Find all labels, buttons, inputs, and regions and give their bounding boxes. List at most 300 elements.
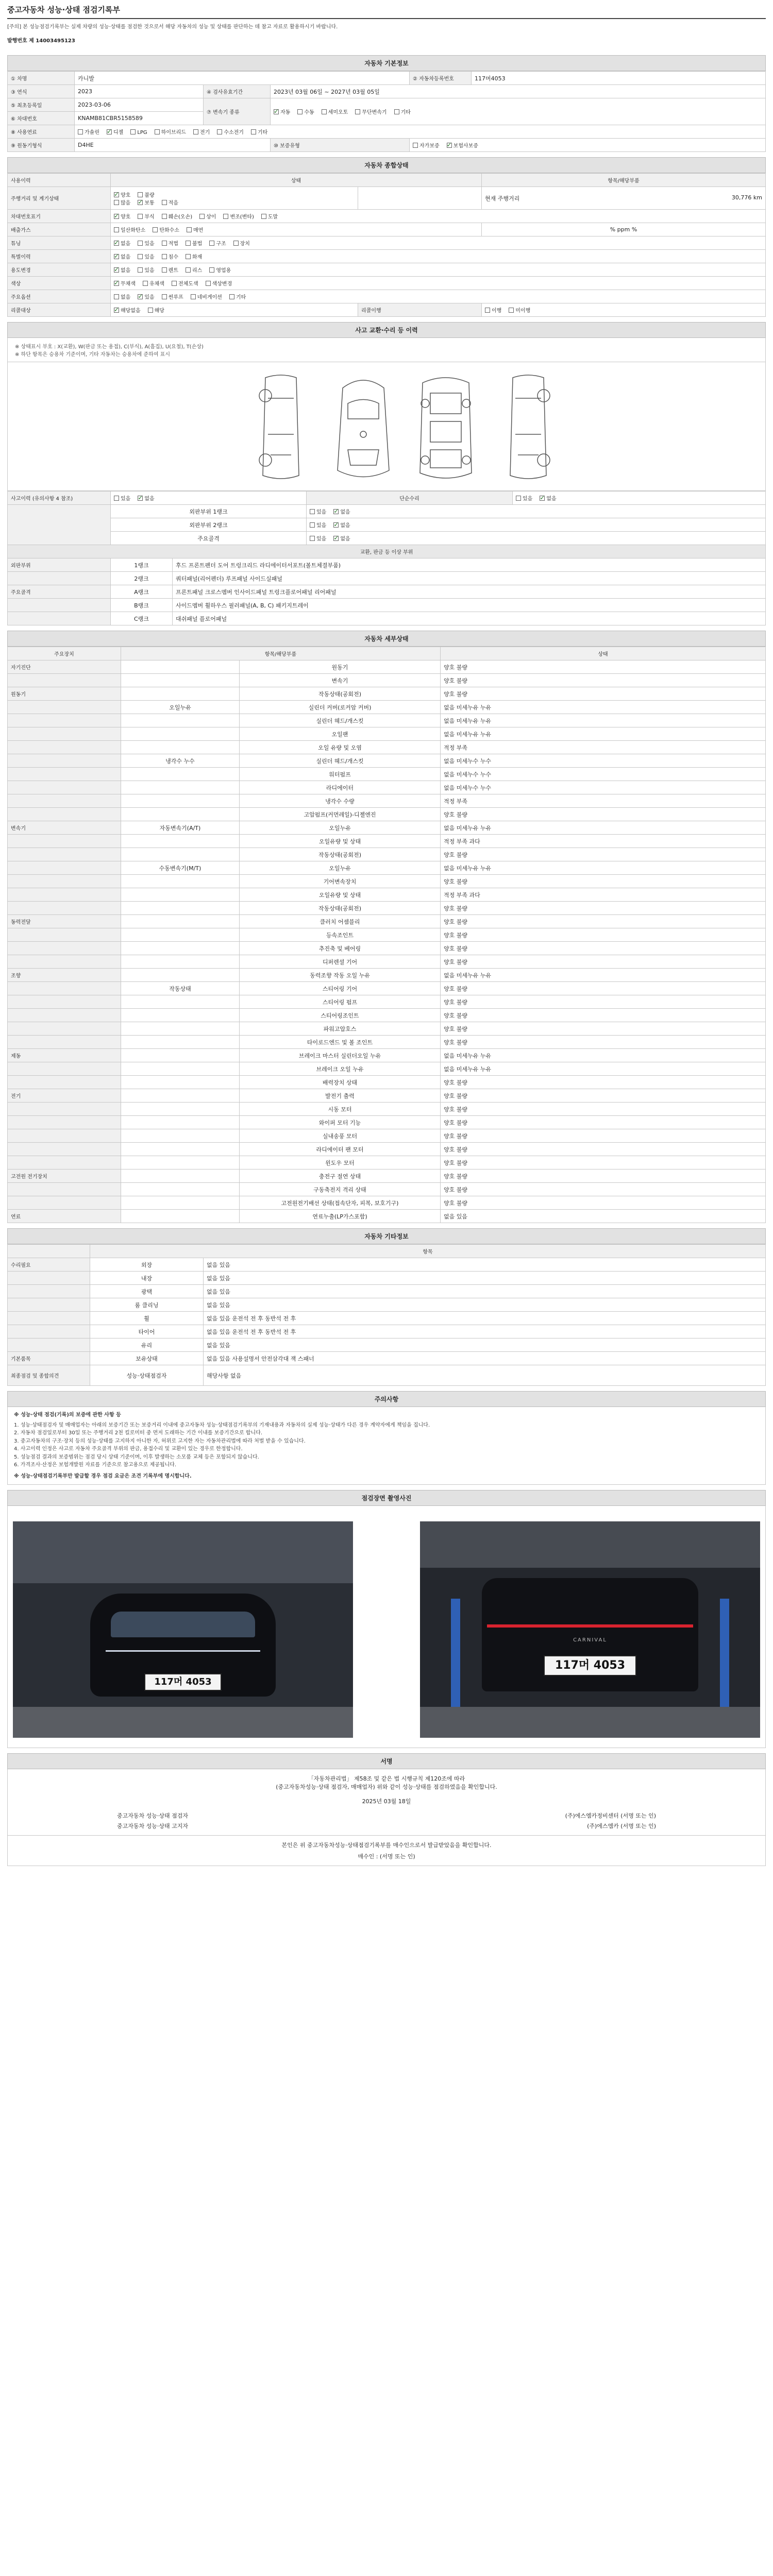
other-row <box>8 1325 766 1338</box>
special-options <box>111 250 766 263</box>
checkbox-label: 수소전기 <box>224 130 244 135</box>
checkbox-label: 장치 <box>240 241 250 247</box>
sign-row-dealer <box>14 1820 759 1830</box>
checkbox-icon[interactable] <box>155 129 160 134</box>
checkbox-option[interactable] <box>138 214 154 220</box>
checkbox-option[interactable] <box>114 295 130 300</box>
checkbox-option[interactable] <box>333 523 350 529</box>
detail-state <box>441 1196 766 1210</box>
detail-state-text: 양호 불량 <box>444 1186 468 1193</box>
checkbox-option[interactable] <box>233 241 250 247</box>
checkbox-checked-icon[interactable] <box>138 294 143 299</box>
checkbox-option[interactable] <box>162 241 178 247</box>
checkbox-icon[interactable] <box>138 214 143 219</box>
checkbox-icon[interactable] <box>162 214 167 219</box>
detail-item: 고전원전기배선 상태(접속단자, 피복, 보호기구) <box>240 1196 441 1210</box>
checkbox-icon[interactable] <box>261 214 266 219</box>
checkbox-label: 매연 <box>193 228 204 233</box>
checkbox-option[interactable] <box>251 130 267 135</box>
checkbox-option[interactable] <box>114 228 145 233</box>
detail-item: 파워고압호스 <box>240 1022 441 1036</box>
rear-tail-lights <box>487 1624 693 1628</box>
detail-state-text: 양호 불량 <box>444 1132 468 1140</box>
checkbox-label: 있음 <box>523 496 533 502</box>
other-group <box>8 1338 90 1352</box>
detail-group: 연료 <box>8 1210 121 1223</box>
checkbox-option[interactable] <box>186 268 202 274</box>
checkbox-option[interactable] <box>223 214 254 220</box>
checkbox-checked-icon[interactable] <box>333 522 339 528</box>
checkbox-option[interactable] <box>114 214 130 220</box>
accident-part-row <box>8 572 766 585</box>
detail-item: 스티어링조인트 <box>240 1009 441 1022</box>
checkbox-option[interactable] <box>107 130 123 135</box>
detail-state-text: 없음 미세누유 누유 <box>444 824 492 832</box>
checkbox-option[interactable] <box>114 308 141 314</box>
reg-value: 2023-03-06 <box>75 98 204 112</box>
checkbox-icon[interactable] <box>509 308 514 313</box>
checkbox-icon[interactable] <box>148 308 153 313</box>
detail-state <box>441 1156 766 1170</box>
checkbox-icon[interactable] <box>153 227 158 232</box>
checkbox-label: 없음 <box>340 523 350 529</box>
checkbox-label: 네비게이션 <box>197 295 222 300</box>
checkbox-checked-icon[interactable] <box>138 496 143 501</box>
detail-row <box>8 768 766 781</box>
detail-item: 오일유량 및 상태 <box>240 835 441 848</box>
checkbox-label: 자동 <box>280 110 291 115</box>
detail-state-text: 양호 불량 <box>444 851 468 858</box>
opinion-sub: 성능·상태점검자 <box>90 1365 204 1386</box>
checkbox-label: 미이행 <box>515 308 531 314</box>
checkbox-option[interactable] <box>229 295 246 300</box>
accident-legend-line2: ※ 하단 항목은 승용차 기준이며, 기타 자동차는 승용차에 준하여 표시 <box>15 352 170 358</box>
checkbox-label: 침수 <box>168 255 178 260</box>
checkbox-option[interactable] <box>114 496 130 502</box>
checkbox-checked-icon[interactable] <box>114 214 119 219</box>
checkbox-icon[interactable] <box>413 143 418 148</box>
checkbox-icon[interactable] <box>186 254 191 259</box>
checkbox-option[interactable] <box>187 228 203 233</box>
checkbox-option[interactable] <box>138 295 154 300</box>
detail-sub <box>121 969 240 982</box>
checkbox-icon[interactable] <box>130 129 136 134</box>
detail-item: 시동 모터 <box>240 1103 441 1116</box>
detail-group <box>8 1076 121 1089</box>
detail-row <box>8 969 766 982</box>
checkbox-option[interactable] <box>186 255 202 260</box>
checkbox-option[interactable] <box>114 241 130 247</box>
checkbox-option[interactable] <box>333 510 350 515</box>
recall-done-options <box>482 303 766 317</box>
checkbox-option[interactable] <box>209 241 226 247</box>
checkbox-icon[interactable] <box>138 254 143 259</box>
detail-sub <box>121 781 240 794</box>
caution-line: 2. 자동차 점검일로부터 30일 또는 주행거리 2천 킬로미터 중 먼저 도래하는 기간 이내를 보증기간으로 합니다. <box>14 1430 263 1436</box>
checkbox-option[interactable] <box>199 214 216 220</box>
checkbox-option[interactable] <box>310 523 326 529</box>
detail-state-text: 양호 불량 <box>444 677 468 684</box>
checkbox-option[interactable] <box>143 281 164 287</box>
outer1-options <box>307 505 766 518</box>
detail-state-text: 양호 불량 <box>444 878 468 885</box>
checkbox-icon[interactable] <box>138 267 143 273</box>
checkbox-option[interactable] <box>322 110 348 115</box>
checkbox-option[interactable] <box>485 308 501 314</box>
section-caution-title: 주의사항 <box>7 1391 766 1407</box>
checkbox-label: 양호 <box>121 192 131 198</box>
detail-sub <box>121 915 240 928</box>
detail-sub <box>121 1036 240 1049</box>
year-value: 2023 <box>75 85 204 98</box>
checkbox-checked-icon[interactable] <box>114 281 119 286</box>
checkbox-option[interactable] <box>78 130 99 135</box>
other-opts: 없음 있음 <box>204 1285 766 1298</box>
detail-state <box>441 1076 766 1089</box>
simple-repair-options <box>513 492 766 505</box>
checkbox-option[interactable] <box>516 496 532 502</box>
mileage-detail: 현재 주행거리 <box>485 195 520 202</box>
checkbox-option[interactable] <box>162 268 178 274</box>
detail-state <box>441 1062 766 1076</box>
detail-state <box>441 835 766 848</box>
detail-group <box>8 808 121 821</box>
detail-sub <box>121 1103 240 1116</box>
detail-item: 구동축전지 격리 상태 <box>240 1183 441 1196</box>
checkbox-icon[interactable] <box>138 192 143 197</box>
detail-group <box>8 995 121 1009</box>
checkbox-option[interactable] <box>261 214 278 220</box>
checkbox-option[interactable] <box>413 143 440 149</box>
checkbox-option[interactable] <box>193 130 210 135</box>
checkbox-label: 있음 <box>316 523 327 529</box>
detail-row <box>8 942 766 955</box>
detail-sub <box>121 1183 240 1196</box>
checkbox-icon[interactable] <box>162 241 167 246</box>
checkbox-checked-icon[interactable] <box>114 254 119 259</box>
receipt-line2: 매수인 : (서명 또는 인) <box>358 1853 415 1860</box>
checkbox-option[interactable] <box>162 200 178 206</box>
detail-state-text: 양호 불량 <box>444 1039 468 1046</box>
checkbox-label: 있음 <box>144 255 155 260</box>
mileage-label: 주행거리 및 계기상태 <box>8 187 111 210</box>
detail-item: 연료누출(LP가스포함) <box>240 1210 441 1223</box>
checkbox-icon[interactable] <box>233 241 239 246</box>
checkbox-icon[interactable] <box>229 294 234 299</box>
detail-item: 발전기 출력 <box>240 1089 441 1103</box>
detail-item: 스티어링 펌프 <box>240 995 441 1009</box>
detail-sub <box>121 835 240 848</box>
checkbox-option[interactable] <box>274 110 290 115</box>
section-detail-title: 자동차 세부상태 <box>7 631 766 647</box>
checkbox-checked-icon[interactable] <box>138 200 143 205</box>
checkbox-option[interactable] <box>209 268 231 274</box>
accident-parts: 사이드멤버 휠하우스 필러패널(A, B, C) 패키지트레이 <box>173 599 766 612</box>
front-photo <box>13 1521 353 1738</box>
detail-group: 자기진단 <box>8 660 121 674</box>
detail-state-text: 양호 불량 <box>444 1025 468 1032</box>
detail-state-text: 양호 불량 <box>444 958 468 965</box>
checkbox-checked-icon[interactable] <box>114 267 119 273</box>
checkbox-icon[interactable] <box>114 496 119 501</box>
checkbox-option[interactable] <box>162 295 183 300</box>
checkbox-icon[interactable] <box>162 200 167 205</box>
detail-state-text: 없음 미세누수 누수 <box>444 784 492 791</box>
detail-state-text: 없음 미세누유 누유 <box>444 717 492 724</box>
front-photo-garage <box>13 1521 353 1583</box>
detail-row <box>8 1009 766 1022</box>
checkbox-option[interactable] <box>394 110 411 115</box>
checkbox-option[interactable] <box>114 268 130 274</box>
detail-item: 변속기 <box>240 674 441 687</box>
checkbox-label: 일산화탄소 <box>121 228 146 233</box>
accident-rank: A랭크 <box>111 585 173 599</box>
detail-sub <box>121 928 240 942</box>
checkbox-icon[interactable] <box>310 522 315 528</box>
checkbox-option[interactable] <box>310 536 326 542</box>
usage-options <box>111 263 766 277</box>
checkbox-option[interactable] <box>509 308 530 314</box>
detail-row <box>8 794 766 808</box>
detail-sub <box>121 1022 240 1036</box>
checkbox-option[interactable] <box>297 110 314 115</box>
detail-state-text: 적정 부족 과다 <box>444 891 480 899</box>
detail-state-text: 양호 불량 <box>444 918 468 925</box>
checkbox-option[interactable] <box>355 110 386 115</box>
checkbox-checked-icon[interactable] <box>333 509 339 514</box>
checkbox-label: 디젤 <box>113 130 124 135</box>
checkbox-option[interactable] <box>162 255 178 260</box>
other-opts: 없음 있음 <box>204 1338 766 1352</box>
checkbox-option[interactable] <box>130 130 147 135</box>
checkbox-icon[interactable] <box>310 509 315 514</box>
front-floor <box>13 1707 353 1738</box>
checkbox-label: 기타 <box>236 295 246 300</box>
checkbox-option[interactable] <box>138 200 154 206</box>
checkbox-option[interactable] <box>153 228 179 233</box>
detail-group <box>8 955 121 969</box>
checkbox-icon[interactable] <box>114 294 119 299</box>
checkbox-label: 기타 <box>257 130 268 135</box>
caution-line: 3. 중고자동차의 구조·장치 등의 성능·상태를 고지하지 아니한 자, 허위로 고지한 자는 자동차관리법에 따라 처벌 받을 수 있습니다. <box>14 1438 306 1444</box>
inspector-name: (주)에스엠카정비센터 (서명 또는 인) <box>565 1812 656 1819</box>
checkbox-icon[interactable] <box>297 109 303 114</box>
checkbox-icon[interactable] <box>394 109 399 114</box>
detail-state-text: 없음 미세누유 누유 <box>444 1065 492 1073</box>
checkbox-icon[interactable] <box>217 129 222 134</box>
other-row <box>8 1298 766 1312</box>
detail-item: 디퍼렌셜 기어 <box>240 955 441 969</box>
simple-repair-label: 단순수리 <box>307 492 513 505</box>
checkbox-option[interactable] <box>138 255 154 260</box>
checkbox-checked-icon[interactable] <box>447 143 452 148</box>
checkbox-checked-icon[interactable] <box>114 192 119 197</box>
car-diagram-svg <box>8 362 766 491</box>
checkbox-label: 보험사보증 <box>453 143 478 149</box>
checkbox-icon[interactable] <box>162 267 167 273</box>
detail-group <box>8 875 121 888</box>
reg-label: ⑤ 최초등록일 <box>8 98 75 112</box>
detail-row <box>8 1210 766 1223</box>
checkbox-icon[interactable] <box>199 214 205 219</box>
checkbox-icon[interactable] <box>516 496 521 501</box>
checkbox-icon[interactable] <box>310 536 315 541</box>
checkbox-option[interactable] <box>191 295 222 300</box>
warranty-label: ⑩ 보증유형 <box>271 139 410 152</box>
caution-line: 6. 가격조사·산정은 보험개발원 자료를 기준으로 참고용으로 제공됩니다. <box>14 1462 177 1468</box>
checkbox-icon[interactable] <box>223 214 228 219</box>
checkbox-icon[interactable] <box>206 281 211 286</box>
checkbox-label: 전기 <box>199 130 210 135</box>
color-label: 색상 <box>8 277 111 290</box>
warranty-options <box>410 139 766 152</box>
inspector-label: 중고자동차 성능·상태 점검자 <box>117 1812 189 1819</box>
detail-sub <box>121 942 240 955</box>
motor-label: ⑨ 원동기형식 <box>8 139 75 152</box>
checkbox-checked-icon[interactable] <box>114 241 119 246</box>
checkbox-option[interactable] <box>172 281 198 287</box>
other-table <box>7 1244 766 1386</box>
detail-group <box>8 861 121 875</box>
inspect-value: 2023년 03월 06일 ~ 2027년 03월 05일 <box>271 85 766 98</box>
checkbox-checked-icon[interactable] <box>540 496 545 501</box>
car-frame-icon <box>420 378 472 478</box>
checkbox-option[interactable] <box>206 281 232 287</box>
checkbox-label: 자가보증 <box>419 143 440 149</box>
mileage-detail-cell <box>482 187 766 210</box>
detail-group <box>8 714 121 727</box>
checkbox-option[interactable] <box>217 130 244 135</box>
checkbox-icon[interactable] <box>114 200 119 205</box>
checkbox-option[interactable] <box>138 193 154 198</box>
detail-col-item: 항목/해당부품 <box>121 647 441 660</box>
special-label: 특별이력 <box>8 250 111 263</box>
detail-item: 오일팬 <box>240 727 441 741</box>
checkbox-option[interactable] <box>114 255 130 260</box>
checkbox-option[interactable] <box>310 510 326 515</box>
checkbox-checked-icon[interactable] <box>107 129 112 134</box>
document-number-label: 발행번호 제 <box>7 38 34 44</box>
detail-state <box>441 1210 766 1223</box>
checkbox-icon[interactable] <box>172 281 177 286</box>
accident-rank: B랭크 <box>111 599 173 612</box>
checkbox-label: 없음 <box>144 496 155 502</box>
checkbox-label: 영업용 <box>216 268 231 274</box>
fuel-label: ⑧ 사용연료 <box>8 125 75 139</box>
rear-floor <box>420 1707 760 1738</box>
detail-state-text: 없음 미세누유 누유 <box>444 972 492 979</box>
detail-sub <box>121 1009 240 1022</box>
detail-state <box>441 794 766 808</box>
detail-sub <box>121 660 240 674</box>
motor-value: D4HE <box>75 139 271 152</box>
mileage-gauge-options <box>111 187 358 210</box>
trans-options <box>271 98 766 125</box>
checkbox-label: 해당없음 <box>121 308 141 314</box>
checkbox-label: 탄화수소 <box>159 228 179 233</box>
checkbox-icon[interactable] <box>78 129 83 134</box>
detail-sub <box>121 888 240 902</box>
checkbox-label: 훼손(오손) <box>168 214 193 220</box>
detail-state-text: 없음 미세누유 누유 <box>444 1052 492 1059</box>
checkbox-option[interactable] <box>155 130 186 135</box>
other-item: 보유상태 <box>90 1352 204 1365</box>
detail-state <box>441 915 766 928</box>
checkbox-option[interactable] <box>333 536 350 542</box>
checkbox-icon[interactable] <box>485 308 490 313</box>
detail-state <box>441 808 766 821</box>
checkbox-option[interactable] <box>162 214 192 220</box>
checkbox-icon[interactable] <box>209 267 214 273</box>
accident-parts: 프론트패널 크로스멤버 인사이드패널 트렁크플로어패널 리어패널 <box>173 585 766 599</box>
checkbox-icon[interactable] <box>209 241 214 246</box>
checkbox-option[interactable] <box>138 496 154 502</box>
checkbox-icon[interactable] <box>114 227 119 232</box>
checkbox-icon[interactable] <box>187 227 192 232</box>
detail-sub <box>121 1062 240 1076</box>
detail-group <box>8 1062 121 1076</box>
detail-state-text: 양호 불량 <box>444 1199 468 1207</box>
detail-item: 오일누유 <box>240 861 441 875</box>
checkbox-icon[interactable] <box>193 129 198 134</box>
detail-sub <box>121 727 240 741</box>
detail-sub <box>121 808 240 821</box>
detail-state-text: 없음 미세누유 누유 <box>444 731 492 738</box>
accident-group <box>8 599 111 612</box>
checkbox-icon[interactable] <box>186 267 191 273</box>
checkbox-option[interactable] <box>138 241 154 247</box>
checkbox-icon[interactable] <box>251 129 256 134</box>
detail-state <box>441 1170 766 1183</box>
checkbox-icon[interactable] <box>355 109 360 114</box>
checkbox-icon[interactable] <box>143 281 148 286</box>
checkbox-option[interactable] <box>447 143 478 149</box>
checkbox-option[interactable] <box>186 241 202 247</box>
checkbox-option[interactable] <box>138 268 154 274</box>
detail-item: 스티어링 기어 <box>240 982 441 995</box>
recall-done-label: 리콜이행 <box>358 303 482 317</box>
detail-group <box>8 754 121 768</box>
detail-row <box>8 808 766 821</box>
checkbox-icon[interactable] <box>138 241 143 246</box>
accident-history-options <box>111 492 307 505</box>
checkbox-icon[interactable] <box>191 294 196 299</box>
checkbox-checked-icon[interactable] <box>274 109 279 114</box>
detail-state <box>441 1143 766 1156</box>
checkbox-icon[interactable] <box>322 109 327 114</box>
checkbox-icon[interactable] <box>162 294 167 299</box>
detail-state <box>441 942 766 955</box>
detail-state <box>441 727 766 741</box>
section-photos-title: 점검장면 촬영사진 <box>7 1490 766 1506</box>
detail-state <box>441 674 766 687</box>
checkbox-option[interactable] <box>540 496 556 502</box>
detail-item: 작동상태(공회전) <box>240 902 441 915</box>
detail-state <box>441 701 766 714</box>
checkbox-icon[interactable] <box>186 241 191 246</box>
checkbox-option[interactable] <box>148 308 164 314</box>
detail-group <box>8 888 121 902</box>
other-opts: 없음 있음 <box>204 1298 766 1312</box>
detail-state-text: 적정 부족 <box>444 798 468 805</box>
checkbox-checked-icon[interactable] <box>333 536 339 541</box>
checkbox-option[interactable] <box>114 281 136 287</box>
checkbox-option[interactable] <box>114 200 130 206</box>
fuel-options <box>75 125 766 139</box>
checkbox-checked-icon[interactable] <box>114 308 119 313</box>
checkbox-icon[interactable] <box>162 254 167 259</box>
checkbox-option[interactable] <box>114 193 130 198</box>
